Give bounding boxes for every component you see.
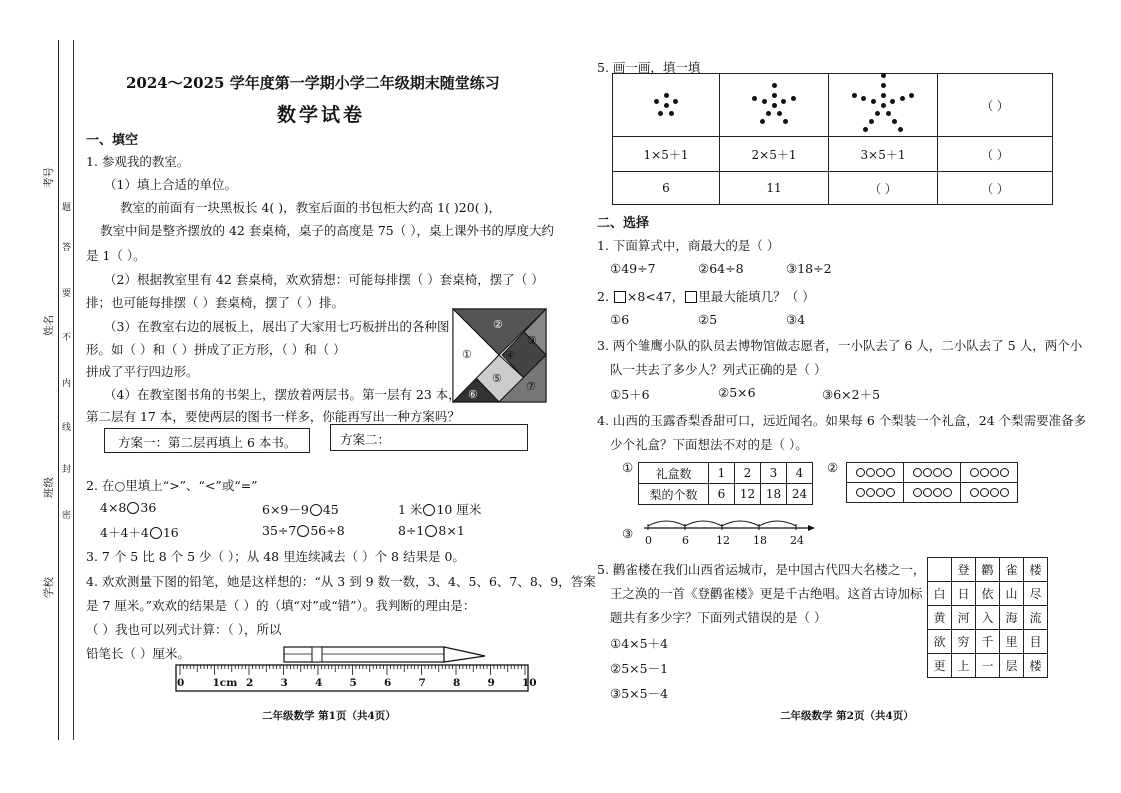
binding-mark: 答: [62, 243, 72, 253]
compare-item: 1 米 10 厘米: [398, 502, 482, 517]
poem-char-cell: 日: [952, 582, 976, 606]
poem-char-cell: 流: [1024, 606, 1048, 630]
q1-1: （1）填上合适的单位。: [104, 177, 237, 192]
c3-line-a: 3. 两个雏鹰小队的队员去博物馆做志愿者，一小队去了 6 人，二小队去了 5 人，两个小: [597, 338, 1083, 353]
compare-circle[interactable]: [127, 502, 139, 514]
q4-line-b: 是 7 厘米。”欢欢的结果是（ ）的（填“对”或“错”）。我判断的理由是：: [86, 598, 476, 613]
pattern-cell-4[interactable]: （ ）: [938, 74, 1053, 137]
q1-2-line-b: 排；也可能每排摆（ ）套桌椅，摆了（ ）排。: [86, 295, 344, 310]
tangram-label: ⑦: [526, 380, 536, 393]
poem-char-cell: 河: [952, 606, 976, 630]
pattern-dot: [881, 103, 886, 108]
poem-char-cell: 入: [976, 606, 1000, 630]
q1-2-line-a: （2）根据教室里有 42 套桌椅，欢欢猜想：可能每排摆（ ）套桌椅，摆了（ ）: [104, 272, 544, 287]
table-cell: 18: [761, 484, 787, 505]
pear-group: [961, 463, 1018, 483]
c5-line-b: 王之涣的一首《登鹳雀楼》更是千古绝唱。这首古诗加标: [610, 586, 923, 601]
plan-one: 方案一：第二层再填上 6 本书。: [118, 435, 297, 450]
number-line: [640, 514, 815, 534]
pattern-dot: [861, 96, 866, 101]
ruler-label: 5: [349, 677, 357, 689]
c5-option[interactable]: ②5×5－1: [610, 661, 669, 676]
q5-heading: 5. 画一画，填一填: [597, 60, 701, 75]
c4-line-a: 4. 山西的玉露香梨香甜可口，远近闻名。如果每 6 个梨装一个礼盒，24 个梨需要准备多: [597, 413, 1087, 428]
poem-char-cell: 欲: [928, 630, 952, 654]
pear-group: [904, 483, 961, 503]
section-fill-in: 一、填空: [86, 133, 139, 148]
q1-heading: 1. 参观我的教室。: [86, 154, 190, 169]
tangram-label: ②: [493, 318, 503, 331]
number-line-label: 18: [753, 534, 767, 547]
q4-line-a: 4. 欢欢测量下图的铅笔，她是这样想的：“从 3 到 9 数一数，3、4、5、6、7、8、9，答案: [86, 574, 596, 589]
pattern-dot: [772, 93, 777, 98]
c4-option-mark[interactable]: ②: [827, 460, 839, 475]
formula-cell: 2×5＋1: [720, 137, 829, 172]
q1-1-line-b: 教室中间是整齐摆放的 42 套桌椅，桌子的高度是 75（ ），桌上课外书的厚度大约: [100, 223, 554, 238]
poem-char-cell: 千: [976, 630, 1000, 654]
poem-char-cell: 目: [1024, 630, 1048, 654]
pattern-dot: [881, 73, 886, 78]
tangram-label: ①: [462, 348, 472, 361]
result-cell[interactable]: （ ）: [829, 172, 938, 205]
sidebar-label-exam-number: 考号: [43, 167, 55, 188]
q4-line-c: （ ）我也可以列式计算：（ ），所以: [86, 622, 282, 637]
poem-char-cell: [928, 558, 952, 582]
pear-group: [847, 463, 904, 483]
table-cell: 24: [787, 484, 813, 505]
tangram-label: ⑤: [492, 372, 502, 385]
compare-item: 4×8 36: [100, 500, 157, 515]
c3-option[interactable]: ②5×6: [718, 385, 756, 400]
q4-line-d: 铅笔长（ ）厘米。: [86, 646, 190, 661]
q1-1-line-c: 是 1（ ）。: [86, 248, 146, 263]
plan-two: 方案二：: [340, 432, 391, 447]
pattern-dot: [783, 119, 788, 124]
c4-line-b: 少个礼盒？下面想法不对的是（ ）。: [610, 437, 808, 452]
table-cell: 6: [709, 484, 735, 505]
tangram-label: ④: [505, 349, 515, 362]
q1-1-line-a: 教室的前面有一块黑板长 4( )，教室后面的书包柜大约高 1( )20( )，: [120, 200, 501, 215]
pattern-dot: [869, 119, 874, 124]
c5-line-a: 5. 鹳雀楼在我们山西省运城市，是中国古代四大名楼之一，: [597, 562, 926, 577]
formula-cell: 1×5＋1: [613, 137, 720, 172]
pattern-dot: [886, 111, 891, 116]
tangram-label: ③: [527, 334, 537, 347]
number-line-label: 6: [682, 534, 689, 547]
pattern-dot: [881, 83, 886, 88]
compare-item: 35÷7 56÷8: [262, 523, 345, 538]
ruler-label: 9: [487, 677, 495, 689]
pattern-table: [612, 73, 1053, 205]
binding-mark: 题: [62, 203, 72, 213]
poem-char-cell: 尽: [1024, 582, 1048, 606]
blank-square: [685, 291, 697, 303]
pear-group: [961, 483, 1018, 503]
poem-char-cell: 一: [976, 654, 1000, 678]
poem-char-cell: 雀: [1000, 558, 1024, 582]
c2: 2. ×8<47， 里最大能填几？（ ）: [597, 289, 815, 304]
poem-char-cell: 上: [952, 654, 976, 678]
tangram-label: ⑥: [468, 388, 478, 401]
pattern-dot: [898, 127, 903, 132]
table-cell: 1: [709, 463, 735, 484]
gift-box-table: [638, 462, 813, 505]
number-line-label: 12: [716, 534, 730, 547]
pattern-dot: [791, 96, 796, 101]
c2-option[interactable]: ②5: [698, 312, 718, 327]
q1-3-line-c: 拼成了平行四边形。: [86, 364, 199, 379]
binding-mark: 线: [62, 423, 72, 433]
c4-option-mark[interactable]: ③: [622, 526, 634, 541]
pattern-dot: [760, 119, 765, 124]
compare-item: 8÷1 8×1: [398, 523, 465, 538]
ruler-label: 7: [418, 677, 426, 689]
ruler-label: 3: [280, 677, 288, 689]
poem-grid: [927, 557, 1048, 678]
table-cell: 3: [761, 463, 787, 484]
q2-heading: 2. 在○里填上“>”、“<”或“=”: [86, 478, 258, 493]
pattern-dot: [881, 93, 886, 98]
pattern-dot: [781, 99, 786, 104]
pattern-dot: [669, 111, 674, 116]
pattern-cell-3: [829, 74, 938, 137]
result-cell: 11: [720, 172, 829, 205]
c3-option[interactable]: ①5＋6: [610, 387, 650, 402]
ruler-label: 8: [453, 677, 461, 689]
pattern-dot: [863, 127, 868, 132]
c5-line-c: 题共有多少字？下面列式错误的是（ ）: [610, 610, 827, 625]
q1-3-line-b: 形。如（ ）和（ ）拼成了正方形，（ ）和（ ）: [86, 342, 346, 357]
pattern-dot: [890, 99, 895, 104]
table-cell: 4: [787, 463, 813, 484]
binding-mark: 密: [62, 511, 72, 521]
ruler-label: 6: [384, 677, 392, 689]
pattern-dot: [664, 103, 669, 108]
poem-char-cell: 楼: [1024, 558, 1048, 582]
c1-option[interactable]: ①49÷7: [610, 261, 656, 276]
number-line-label: 24: [790, 534, 804, 547]
pear-groups: [846, 462, 1018, 503]
pattern-dot: [752, 96, 757, 101]
table-cell: 12: [735, 484, 761, 505]
number-line-label: 0: [645, 534, 652, 547]
pattern-dot: [852, 93, 857, 98]
sidebar-label-name: 姓名: [43, 315, 55, 336]
compare-circle[interactable]: [425, 525, 437, 537]
table-cell: 2: [735, 463, 761, 484]
pattern-cell-2: [720, 74, 829, 137]
poem-char-cell: 白: [928, 582, 952, 606]
exam-title: 2024～2025 学年度第一学期小学二年级期末随堂练习: [126, 74, 500, 92]
binding-mark: 内: [62, 379, 72, 389]
c4-option-mark[interactable]: ①: [622, 460, 634, 475]
page-footer-left: 二年级数学 第1页（共4页）: [262, 710, 396, 722]
c5-option[interactable]: ③5×5－4: [610, 686, 669, 701]
c3-option[interactable]: ③6×2＋5: [822, 387, 881, 402]
formula-cell: 3×5＋1: [829, 137, 938, 172]
ruler-label: 1cm: [212, 677, 238, 689]
table-cell: 梨的个数: [639, 484, 709, 505]
result-cell[interactable]: （ ）: [938, 172, 1053, 205]
ruler-label: 4: [315, 677, 323, 689]
pencil-figure: [280, 644, 490, 666]
c1: 1. 下面算式中，商最大的是（ ）: [597, 238, 780, 253]
pattern-dot: [772, 83, 777, 88]
pear-group: [904, 463, 961, 483]
pattern-dot: [777, 111, 782, 116]
binding-mark: 不: [62, 333, 72, 343]
poem-char-cell: 登: [952, 558, 976, 582]
c5-option[interactable]: ①4×5＋4: [610, 636, 669, 651]
binding-margin: [58, 40, 74, 740]
pattern-dot: [871, 99, 876, 104]
sidebar-label-school: 学校: [43, 577, 55, 598]
compare-item: 4＋4＋4 16: [100, 525, 179, 540]
poem-char-cell: 层: [1000, 654, 1024, 678]
compare-circle[interactable]: [310, 504, 322, 516]
c1-option[interactable]: ③18÷2: [786, 261, 832, 276]
compare-circle[interactable]: [297, 525, 309, 537]
exam-subtitle: 数学试卷: [277, 104, 366, 126]
c1-option[interactable]: ②64÷8: [698, 261, 744, 276]
pattern-dot: [900, 96, 905, 101]
poem-char-cell: 穷: [952, 630, 976, 654]
ruler-label: 2: [246, 677, 254, 689]
poem-char-cell: 更: [928, 654, 952, 678]
table-cell: 礼盒数: [639, 463, 709, 484]
pattern-dot: [892, 119, 897, 124]
poem-char-cell: 黄: [928, 606, 952, 630]
poem-char-cell: 山: [1000, 582, 1024, 606]
compare-circle[interactable]: [150, 527, 162, 539]
page-footer-right: 二年级数学 第2页（共4页）: [780, 710, 914, 722]
result-cell: 6: [613, 172, 720, 205]
pattern-dot: [875, 111, 880, 116]
q1-3-line-a: （3）在教室右边的展板上，展出了大家用七巧板拼出的各种图: [104, 319, 450, 334]
formula-cell[interactable]: （ ）: [938, 137, 1053, 172]
binding-mark: 要: [62, 289, 72, 299]
pattern-dot: [664, 93, 669, 98]
section-choice: 二、选择: [597, 216, 650, 231]
c3-line-b: 队一共去了多少人？列式正确的是（ ）: [610, 362, 827, 377]
poem-char-cell: 楼: [1024, 654, 1048, 678]
q1-4-line-b: 第二层有 17 本，要使两层的图书一样多，你能再写出一种方案吗？: [86, 409, 460, 424]
compare-item: 6×9－9 45: [262, 502, 339, 517]
pattern-dot: [909, 93, 914, 98]
pattern-cell-1: [613, 74, 720, 137]
poem-char-cell: 海: [1000, 606, 1024, 630]
c2-option[interactable]: ③4: [786, 312, 806, 327]
poem-char-cell: 依: [976, 582, 1000, 606]
blank-square: [614, 291, 626, 303]
pattern-dot: [766, 111, 771, 116]
pattern-dot: [673, 99, 678, 104]
poem-char-cell: 里: [1000, 630, 1024, 654]
poem-char-cell: 鹳: [976, 558, 1000, 582]
q1-4-line-a: （4）在教室图书角的书架上，摆放着两层书。第一层有 23 本，: [104, 387, 461, 402]
binding-mark: 封: [62, 465, 72, 475]
compare-circle[interactable]: [423, 504, 435, 516]
pattern-dot: [772, 103, 777, 108]
ruler-label: 0: [177, 677, 185, 689]
ruler-label: 10: [522, 677, 537, 689]
pattern-dot: [654, 99, 659, 104]
pear-group: [847, 483, 904, 503]
c2-option[interactable]: ①6: [610, 312, 630, 327]
pattern-dot: [762, 99, 767, 104]
sidebar-label-class: 班级: [43, 477, 55, 498]
q3: 3. 7 个 5 比 8 个 5 少（ ）；从 48 里连续减去（ ）个 8 结果是 0。: [86, 549, 465, 564]
pattern-dot: [658, 111, 663, 116]
